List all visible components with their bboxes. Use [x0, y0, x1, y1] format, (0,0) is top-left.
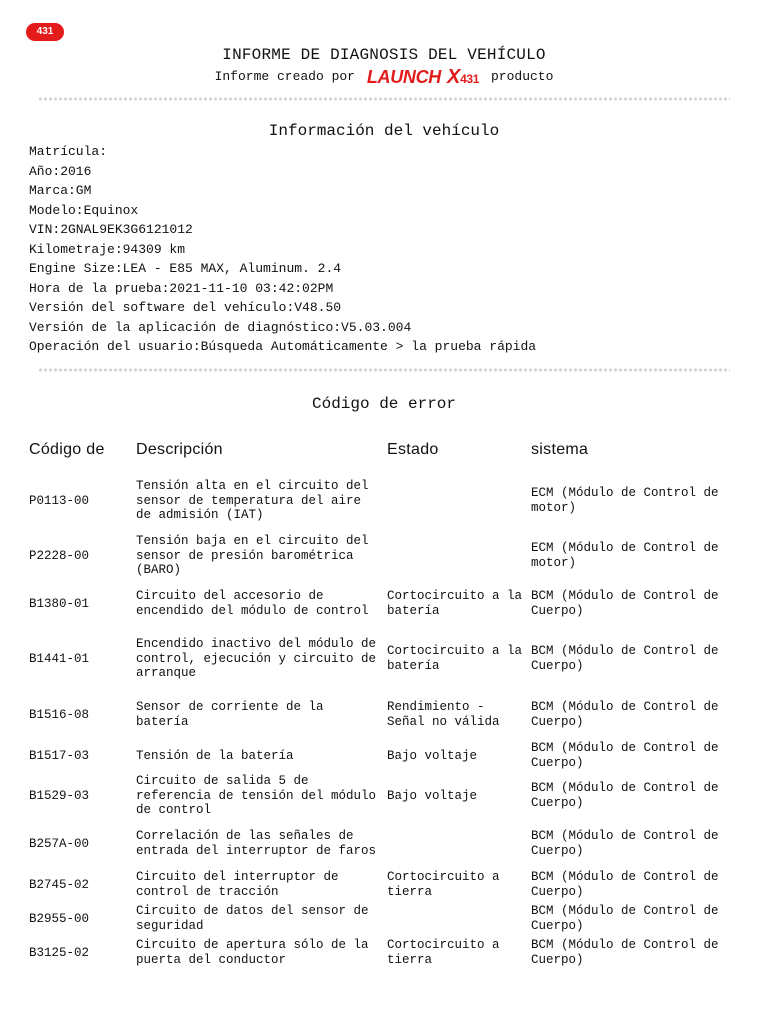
cell-system: BCM (Módulo de Control de Cuerpo): [531, 741, 719, 770]
cell-state: [387, 820, 527, 868]
cell-system: ECM (Módulo de Control de motor): [531, 486, 719, 515]
info-engine-size: Engine Size:LEA - E85 MAX, Aluminum. 2.4: [29, 261, 342, 276]
cell-code: B1529-03: [29, 788, 90, 803]
cell-code: B2955-00: [29, 911, 90, 926]
launch-logo: [367, 66, 479, 89]
dotted-divider: [38, 368, 730, 372]
cell-system: BCM (Módulo de Control de Cuerpo): [531, 700, 719, 729]
logo-x: X: [447, 66, 461, 88]
cell-code: B257A-00: [29, 836, 90, 851]
info-app-version: Versión de la aplicación de diagnóstico:V5.03.004: [29, 319, 412, 335]
logo-brand: LAUNCH: [366, 67, 442, 87]
subtitle-prefix: Informe creado por: [214, 69, 355, 84]
cell-code: B2745-02: [29, 877, 90, 892]
vehicle-info-heading: Información del vehículo: [268, 122, 500, 140]
cell-state: Cortocircuito a la batería: [387, 644, 523, 673]
column-header-system: sistema: [531, 441, 589, 458]
cell-state: Cortocircuito a tierra: [387, 938, 500, 967]
table-row: [0, 772, 768, 820]
cell-description: Sensor de corriente de la batería: [136, 700, 324, 729]
cell-system: BCM (Módulo de Control de Cuerpo): [531, 938, 719, 967]
cell-state: [387, 470, 527, 532]
cell-description: Tensión baja en el circuito del sensor de presión barométrica (BARO): [136, 533, 369, 578]
column-header-description: Descripción: [136, 441, 223, 458]
cell-state: Bajo voltaje: [387, 748, 478, 763]
cell-code: B1441-01: [29, 651, 90, 666]
cell-state: Cortocircuito a la batería: [387, 589, 523, 618]
cell-system: BCM (Módulo de Control de Cuerpo): [531, 904, 719, 933]
cell-description: Circuito de apertura sólo de la puerta del conductor: [136, 938, 369, 967]
cell-description: Circuito del accesorio de encendido del módulo de control: [136, 589, 369, 618]
error-code-table: [0, 470, 768, 970]
cell-code: P0113-00: [29, 493, 90, 508]
cell-state: [387, 902, 527, 936]
table-row: [0, 470, 768, 532]
info-model: Modelo:Equinox: [29, 202, 139, 218]
table-row: [0, 740, 768, 772]
table-row: [0, 868, 768, 902]
info-user-operation: Operación del usuario:Búsqueda Automáticamente > la prueba rápida: [29, 339, 537, 354]
cell-system: BCM (Módulo de Control de Cuerpo): [531, 829, 719, 858]
info-year: Año:2016: [29, 163, 92, 179]
cell-description: Circuito del interruptor de control de tracción: [136, 870, 339, 899]
info-vin: VIN:2GNAL9EK3G6121012: [29, 222, 193, 237]
table-row: [0, 628, 768, 690]
table-row: [0, 532, 768, 580]
info-plate: Matrícula:: [29, 144, 108, 159]
subtitle-suffix: producto: [491, 69, 554, 84]
info-vehicle-software: Versión del software del vehículo:V48.50: [29, 300, 342, 315]
cell-system: BCM (Módulo de Control de Cuerpo): [531, 644, 719, 673]
info-mileage: Kilometraje:94309 km: [29, 241, 186, 257]
table-row: [0, 690, 768, 740]
cell-description: Tensión de la batería: [136, 748, 294, 763]
table-row: [0, 580, 768, 628]
cell-state: Cortocircuito a tierra: [387, 870, 500, 899]
cell-code: B1517-03: [29, 748, 90, 763]
dotted-divider: [38, 97, 730, 101]
report-subtitle: [0, 66, 768, 89]
cell-system: BCM (Módulo de Control de Cuerpo): [531, 870, 719, 899]
logo-model: 431: [460, 72, 480, 86]
cell-description: Circuito de datos del sensor de seguridad: [136, 904, 369, 933]
cell-system: ECM (Módulo de Control de motor): [531, 541, 719, 570]
cell-state: Bajo voltaje: [387, 788, 478, 803]
report-title: INFORME DE DIAGNOSIS DEL VEHÍCULO: [222, 46, 546, 64]
info-test-time: Hora de la prueba:2021-11-10 03:42:02PM: [29, 280, 334, 296]
cell-state: [387, 532, 527, 580]
cell-description: Tensión alta en el circuito del sensor de temperatura del aire de admisión (IAT): [136, 478, 369, 523]
column-header-state: Estado: [387, 441, 439, 458]
error-codes-heading: Código de error: [311, 395, 457, 413]
cell-system: BCM (Módulo de Control de Cuerpo): [531, 781, 719, 810]
cell-code: B1516-08: [29, 707, 90, 722]
cell-state: Rendimiento - Señal no válida: [387, 700, 500, 729]
cell-code: P2228-00: [29, 548, 90, 563]
cell-system: BCM (Módulo de Control de Cuerpo): [531, 589, 719, 618]
cell-code: B3125-02: [29, 945, 90, 960]
table-row: [0, 936, 768, 970]
table-row: [0, 820, 768, 868]
info-make: Marca:GM: [29, 183, 92, 198]
cell-description: Circuito de salida 5 de referencia de tensión del módulo de control: [136, 773, 377, 818]
cell-description: Correlación de las señales de entrada del interruptor de faros: [136, 829, 377, 858]
page-badge: 431: [26, 23, 64, 41]
vehicle-info-list: [29, 142, 536, 357]
cell-code: B1380-01: [29, 596, 90, 611]
column-header-code: Código de: [29, 441, 105, 458]
cell-description: Encendido inactivo del módulo de control, ejecución y circuito de arranque: [136, 636, 377, 681]
table-row: [0, 902, 768, 936]
